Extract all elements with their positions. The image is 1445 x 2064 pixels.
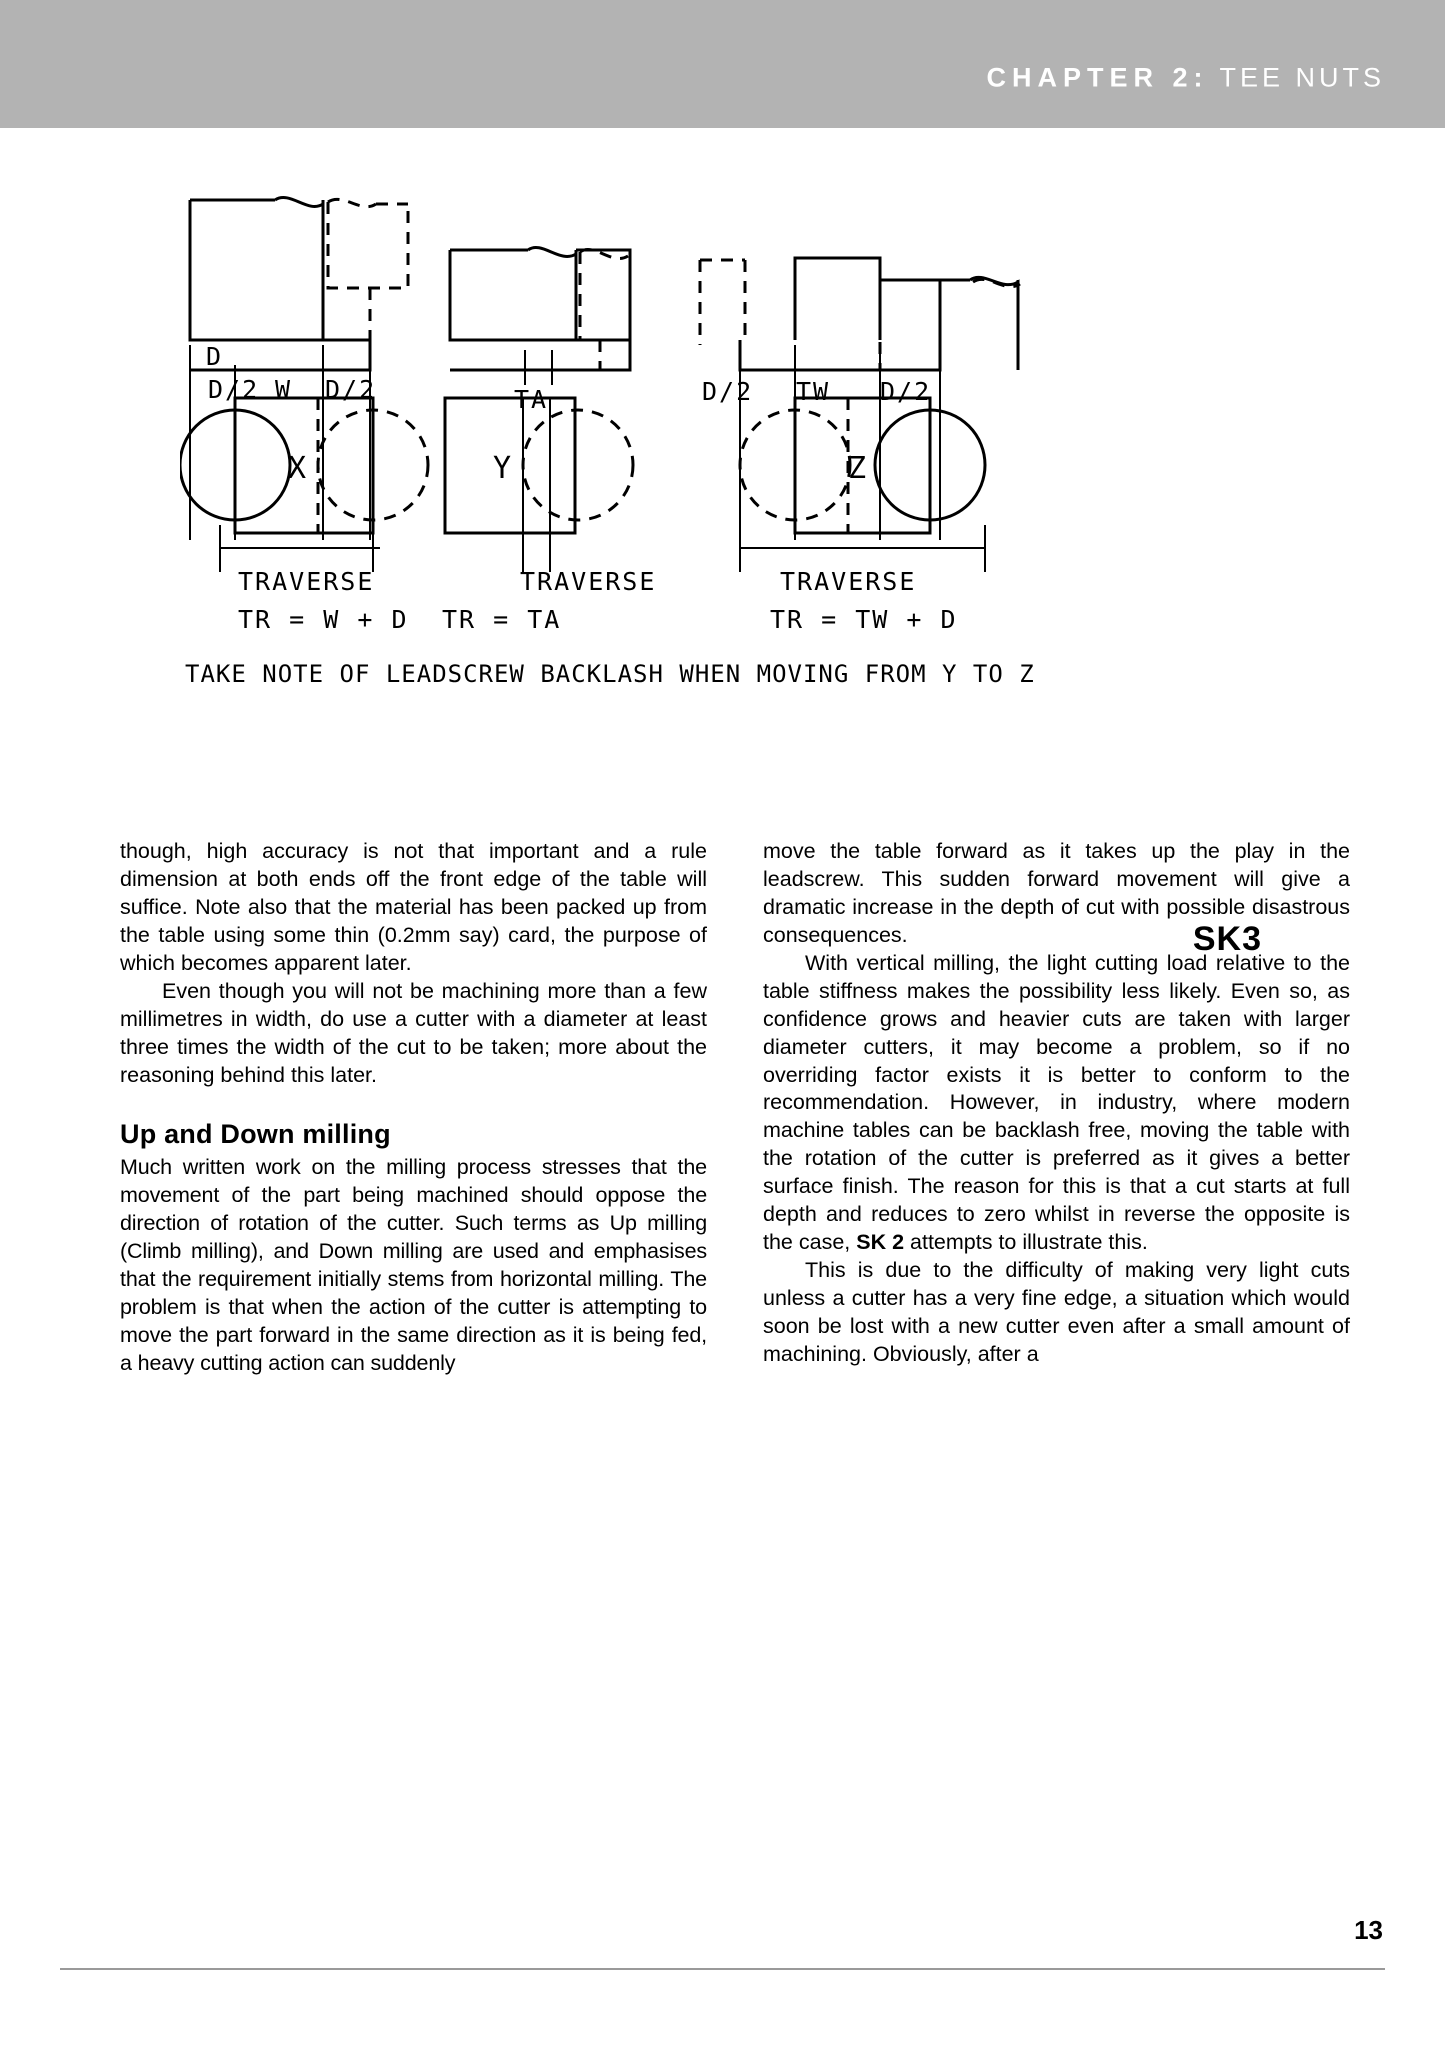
traverse-label-z: TRAVERSE	[780, 567, 917, 596]
traverse-label-x: TRAVERSE	[238, 567, 375, 596]
inline-figure-ref: SK 2	[856, 1230, 905, 1255]
label-ta: TA	[514, 385, 549, 414]
footer-rule	[60, 1968, 1385, 1970]
block-letter-y: Y	[493, 451, 512, 486]
body-columns	[120, 838, 1350, 1378]
paragraph-right-2-text: With vertical milling, the light cutting load relative to the table stiffness makes the possibility less likely. Even so, as confidence grows and heavier cuts are taken with larger diameter cutters, it may become a problem, so if no overriding factor exists it is better to conform to the recommendation. However, in industry, where modern machine tables can be backlash free, moving the table with the rotation of the cutter is preferred as it gives a better surface finish. The reason for this is that a cut starts at full depth and reduces to zero whilst in reverse the opposite is the case,	[763, 950, 1350, 1255]
label-d-half-left: D/2	[208, 375, 260, 404]
traverse-formula-y: TR = TA	[442, 605, 562, 634]
paragraph-right-2	[763, 950, 1350, 1257]
figure-sk3-drawing	[180, 180, 1290, 800]
label-d-half-right: D/2	[325, 375, 377, 404]
chapter-title: TEE NUTS	[1219, 62, 1385, 93]
figure-id: SK3	[1192, 920, 1262, 958]
traverse-formula-z: TR = TW + D	[770, 605, 958, 634]
chapter-header	[986, 63, 1385, 94]
label-d: D	[206, 342, 224, 371]
chapter-label: CHAPTER 2:	[986, 62, 1209, 93]
block-letter-x: X	[288, 451, 307, 486]
page-number: 13	[1354, 1915, 1383, 1945]
label-z-d-half-right: D/2	[880, 377, 932, 406]
paragraph-left-1: though, high accuracy is not that important and a rule dimension at both ends off the front edge of the table will suffice. Note also that the material has been packed up from the table using some thin (0.2mm say) card, the purpose of which becomes apparent later.	[120, 839, 707, 975]
paragraph-left-2: Even though you will not be machining more than a few millimetres in width, do use a cutter with a diameter at least three times the width of the cut to be taken; more about the reasoning behind this later.	[120, 978, 707, 1087]
right-column	[763, 838, 1350, 1378]
block-letter-z: Z	[848, 451, 867, 486]
label-tw: TW	[796, 377, 831, 406]
paragraph-right-3: This is due to the difficulty of making very light cuts unless a cutter has a very fine edge, a situation which would soon be lost with a new cutter even after a small amount of machining. Obviously, after a	[763, 1258, 1350, 1366]
figure-caption: TAKE NOTE OF LEADSCREW BACKLASH WHEN MOVING FROM Y TO Z	[185, 660, 1035, 688]
section-heading: Up and Down milling	[120, 1119, 391, 1150]
traverse-formula-x: TR = W + D	[238, 605, 409, 634]
paragraph-left-3: Much written work on the milling process stresses that the movement of the part being machined should oppose the direction of rotation of the cutter. Such terms as Up milling (Climb milling), and Down milling are used and emphasises that the requirement initially stems from horizontal milling. The problem is that when the action of the cutter is attempting to move the part forward in the same direction as it is being fed, a heavy cutting action can suddenly	[120, 1155, 707, 1375]
label-z-d-half-left: D/2	[702, 377, 754, 406]
paragraph-right-1: move the table forward as it takes up the play in the leadscrew. This sudden forward movement will give a dramatic increase in the depth of cut with possible disastrous consequences.	[763, 839, 1350, 947]
left-column	[120, 838, 707, 1378]
paragraph-right-2-tail: attempts to illustrate this.	[904, 1230, 1148, 1255]
label-w: W	[275, 375, 293, 404]
traverse-label-y: TRAVERSE	[520, 567, 657, 596]
